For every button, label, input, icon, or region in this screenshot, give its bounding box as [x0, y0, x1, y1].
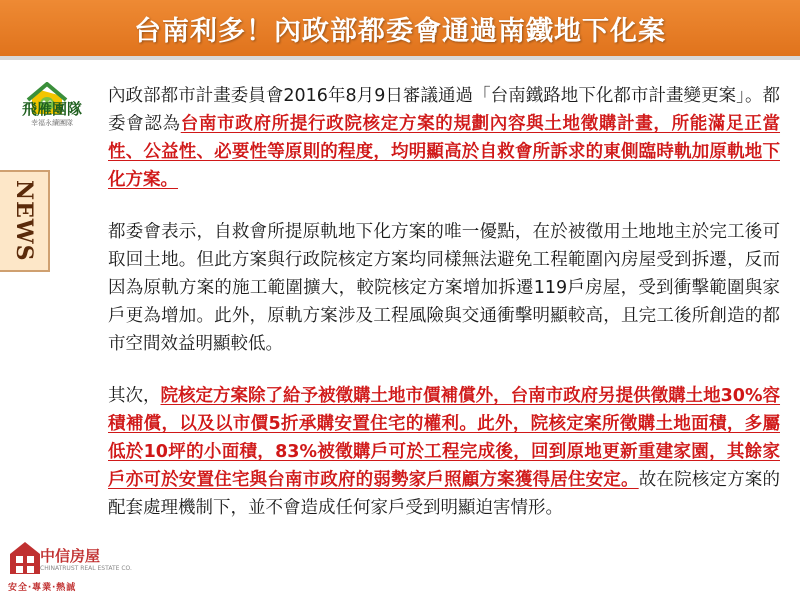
chinatrust-slogan: 安全‧專業‧熱誠 — [8, 583, 77, 593]
feiyan-brand-text: 飛雁團隊 — [21, 100, 82, 118]
paragraph-3-text-start: 其次， — [108, 386, 161, 406]
paragraph-1 — [108, 82, 780, 194]
chinatrust-brand-text: 中信房屋 — [40, 547, 101, 565]
paragraph-1-highlight: 台南市政府所提行政院核定方案的規劃內容與土地徵購計畫，所能滿足正當性、公益性、必要性等原則的程度，均明顯高於自救會所訴求的東側臨時軌加原軌地下化方案。 — [108, 114, 781, 190]
paragraph-3 — [108, 382, 780, 522]
paragraph-1-text: 內政部都市計畫委員會2016年8月9日審議通過「台南鐵路地下化都市計畫變更案」。都委會認為 — [108, 86, 780, 134]
paragraph-2-text: 都委會表示，自救會所提原軌地下化方案的唯一優點，在於被徵用土地地主於完工後可取回土地。但此方案與行政院核定方案均同樣無法避免工程範圍內房屋受到拆遷，反而因為原軌方案的施工範圍擴大，較院核定方案增加拆遷119戶房屋，受到衝擊範圍與家戶更為增加。此外，原軌方案涉及工程風險與交通衝擊明顯較高，且完工後所創造的都市空間效益明顯較低。 — [108, 222, 780, 354]
chinatrust-english-text: CHINATRUST REAL ESTATE CO. — [40, 565, 132, 572]
news-side-tab — [0, 170, 50, 272]
paragraph-2 — [108, 218, 780, 358]
title-banner — [0, 0, 800, 56]
article-body — [108, 82, 780, 546]
banner-divider — [0, 56, 800, 60]
paragraph-3-text-end: 故在院核定方案的配套處理機制下，並不會造成任何家戶受到明顯迫害情形。 — [108, 470, 781, 518]
feiyan-tagline: 幸福永續團隊 — [31, 119, 73, 127]
news-label: NEWS — [11, 180, 37, 262]
house-grid-icon — [8, 540, 42, 576]
paragraph-3-highlight: 院核定方案除了給予被徵購土地市價補償外，台南市政府另提供徵購土地30%容積補償，以及以市價5折承購安置住宅的權利。此外，院核定案所徵購土地面積，多屬低於10坪的小面積，83%被徵購戶可於工程完成後，回到原地更新重建家園，其餘家戶亦可於安置住宅與台南市政府的弱勢家戶照顧方案獲得居住安定。 — [108, 386, 781, 490]
page-title: 台南利多！內政部都委會通過南鐵地下化案 — [134, 15, 666, 47]
